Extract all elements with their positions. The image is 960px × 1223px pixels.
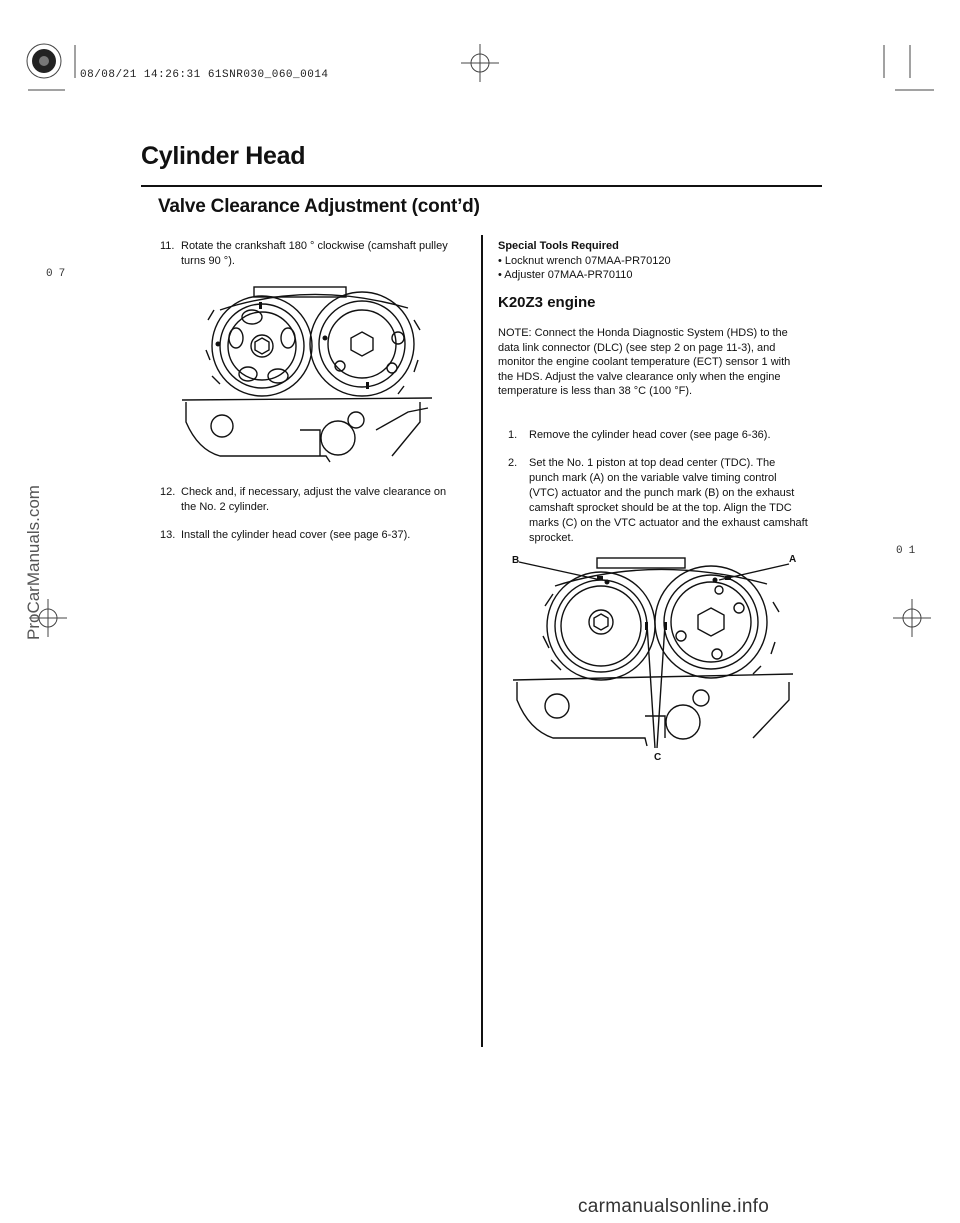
special-tools-heading: Special Tools Required (498, 240, 619, 252)
callout-b: B (512, 555, 520, 566)
tool-adjuster: • Adjuster 07MAA-PR70110 (498, 269, 633, 281)
step-12: 12. Check and, if necessary, adjust the valve clearance on the No. 2 cylinder. (160, 486, 447, 513)
note-paragraph: NOTE: Connect the Honda Diagnostic System (HDS) to the data link connector (DLC) (see step 2 on page 11-3), and monitor the engine coolant temperature (ECT) sensor 1 with the HDS. Adjust the valve clearance only when the engine temperature is less than 38 °C (100 °F). (498, 327, 791, 397)
page-title: Cylinder Head (141, 142, 306, 170)
title-rule (141, 185, 822, 187)
camshaft-sprocket-figure-rotated (180, 280, 440, 465)
watermark-procarmanuals: ProCarManuals.com (24, 485, 43, 640)
print-stamp: 08/08/21 14:26:31 61SNR030_060_0014 (80, 69, 329, 81)
left-margin-code: 07 (46, 268, 72, 280)
callout-a: A (789, 554, 797, 565)
engine-heading: K20Z3 engine (498, 294, 596, 311)
tool-locknut-wrench: • Locknut wrench 07MAA-PR70120 (498, 255, 671, 267)
column-divider (481, 235, 483, 1047)
right-margin-code: 01 (896, 545, 922, 557)
step-11: 11. Rotate the crankshaft 180 ° clockwise (camshaft pulley turns 90 °). (160, 240, 448, 267)
section-title: Valve Clearance Adjustment (cont’d) (158, 196, 480, 217)
watermark-carmanualsonline: carmanualsonline.info (578, 1196, 770, 1217)
callout-c: C (654, 752, 662, 763)
tdc-alignment-figure (505, 550, 805, 765)
step-13: 13. Install the cylinder head cover (see page 6-37). (160, 529, 411, 541)
step-2: 2. Set the No. 1 piston at top dead center (TDC). The punch mark (A) on the variable valve timing control (VTC) actuator and the punch mark (B) on the exhaust camshaft sprocket should be at the top. Align the TDC marks (C) on the VTC actuator and the exhaust camshaft sprocket. (508, 457, 808, 544)
step-1: 1. Remove the cylinder head cover (see page 6-36). (508, 429, 771, 441)
